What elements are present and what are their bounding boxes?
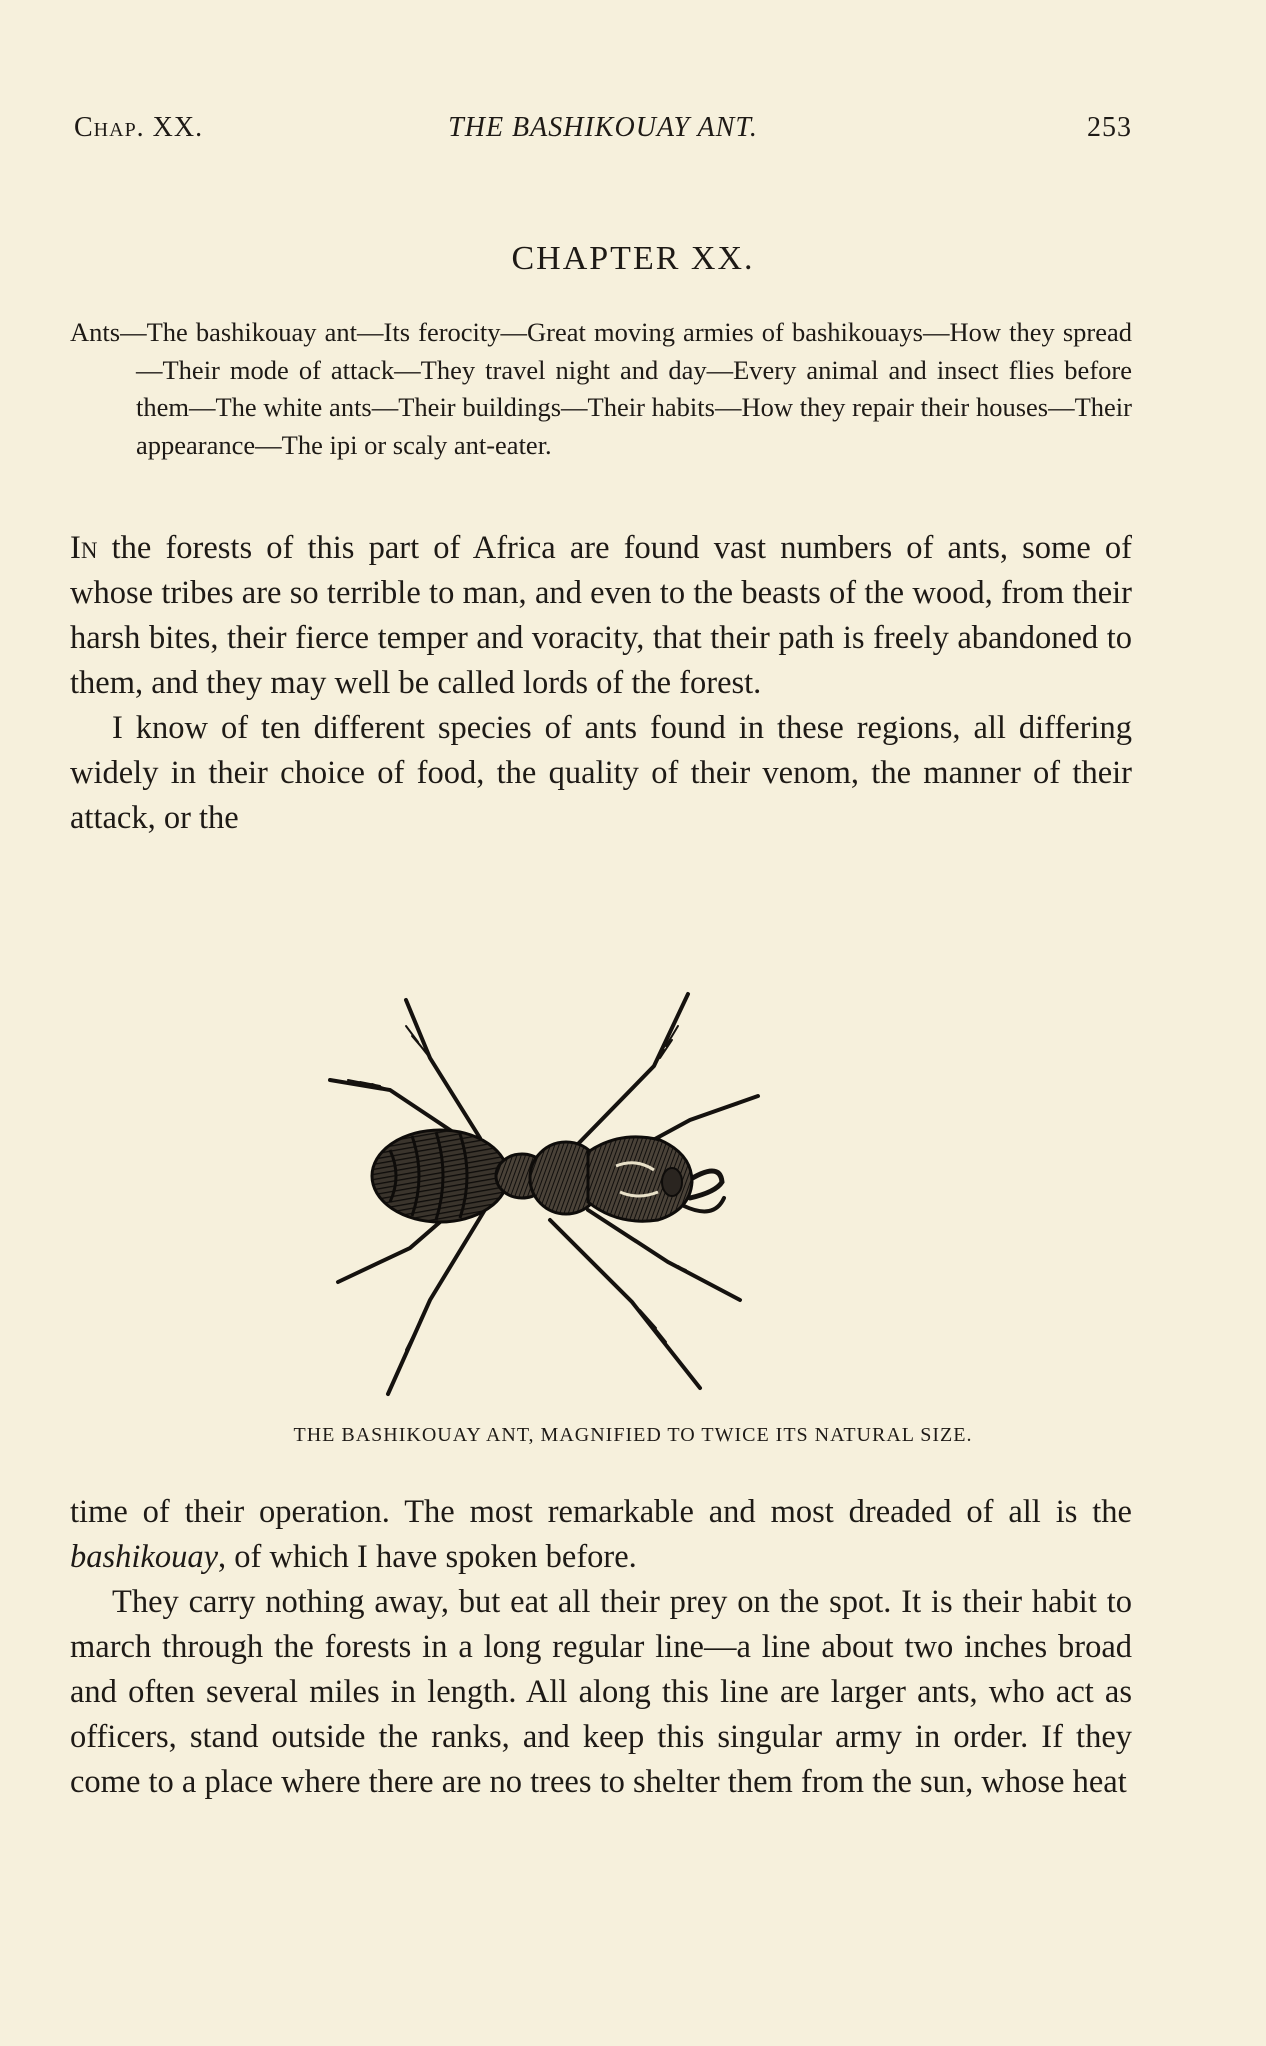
ant-illustration-icon (320, 970, 900, 1410)
paragraph-1-text: the forests of this part of Africa are found vast numbers of ants, some of whose tribes are so terrible to man, and even to the beasts of the wood, from their harsh bites, their fierce temper and voracity, that their path is freely abandoned to them, and they may well be called lords of the forest. (70, 530, 1132, 701)
paragraph-2-before: time of their operation. The most remarkable and most dreaded of all is the (70, 1494, 1132, 1530)
paragraph-2-italic-term: bashikouay (70, 1539, 219, 1575)
running-head (74, 112, 1132, 152)
chapter-title: CHAPTER XX. (511, 240, 755, 277)
text-block-lower (70, 1490, 1132, 1805)
paragraph-1 (70, 526, 1132, 706)
paragraph-3: They carry nothing away, but eat all their prey on the spot. It is their habit to march through the forests in a long regular line—a line about two inches broad and often several miles in length. All along this line are larger ants, who act as officers, stand outside the ranks, and keep this singular army in order. If they come to a place where there are no trees to shelter them from the sun, whose heat (70, 1584, 1132, 1800)
page-number: 253 (1087, 112, 1132, 143)
paragraph-2-continued (70, 1490, 1132, 1580)
figure-caption: THE BASHIKOUAY ANT, MAGNIFIED TO TWICE ITS NATURAL SIZE. (293, 1424, 973, 1446)
paragraph-2-after: , of which I have spoken before. (218, 1539, 637, 1575)
text-block-upper (70, 526, 1132, 841)
chapter-summary: Ants—The bashikouay ant—Its ferocity—Great moving armies of bashikouays—How they spread—Their mode of attack—They travel night and day—Every animal and insect flies before them—The white ants—Their buildings—Their habits—How they repair their houses—Their appearance—The ipi or scaly ant-eater. (70, 317, 1132, 460)
paragraph-2-start: I know of ten different species of ants found in these regions, all differing widely in their choice of food, the quality of their venom, the manner of their attack, or the (70, 710, 1132, 836)
paragraph-1-dropword: In (70, 530, 98, 566)
running-title: THE BASHIKOUAY ANT. (448, 112, 758, 143)
chapter-label: Chap. XX. (74, 112, 204, 143)
